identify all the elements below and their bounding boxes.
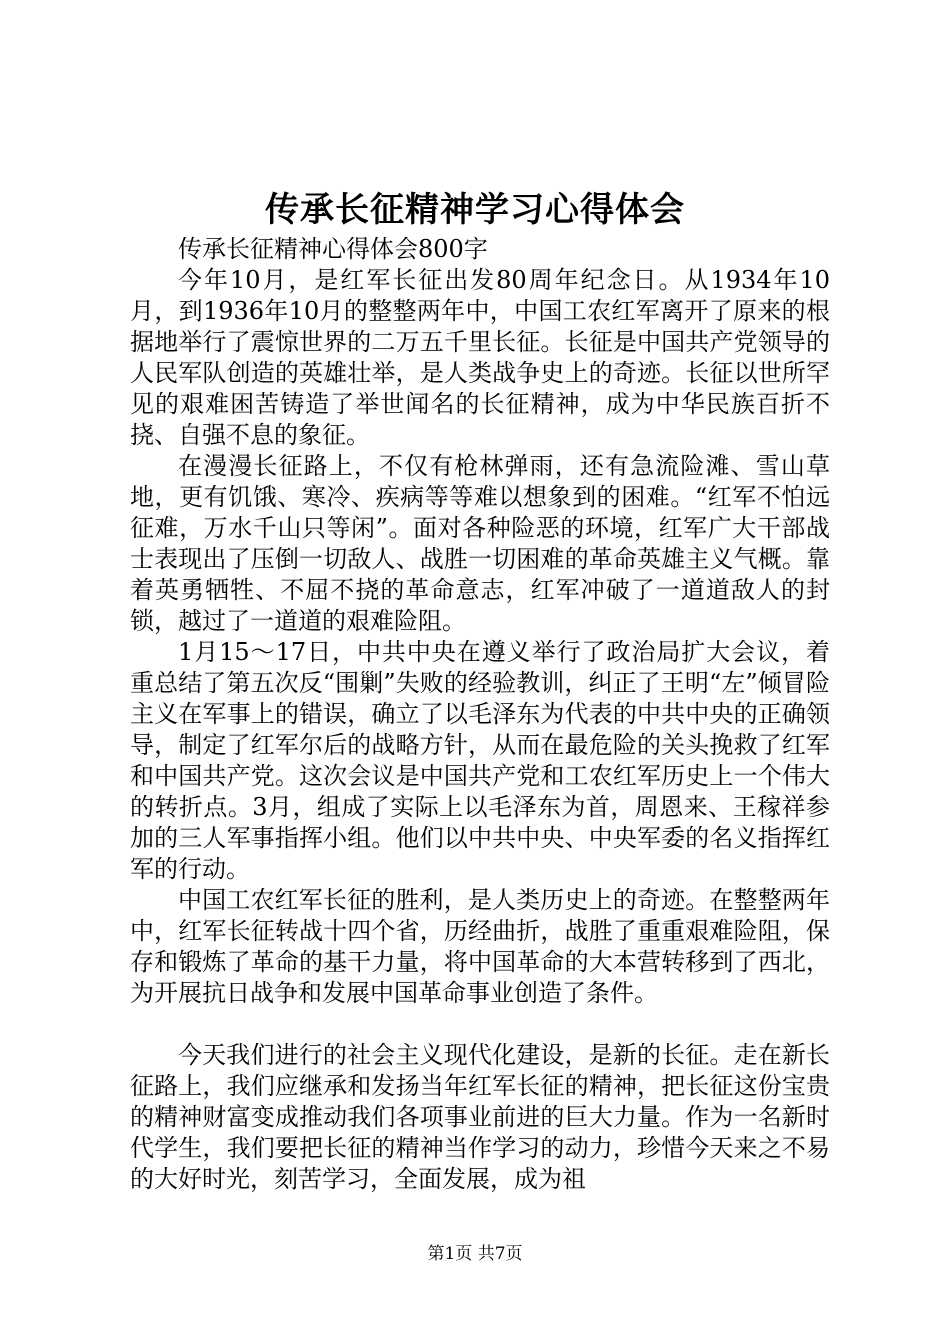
- document-body: [130, 234, 830, 1195]
- paragraph-subtitle: 传承长征精神心得体会800字: [178, 235, 488, 263]
- paragraph-5: 今天我们进行的社会主义现代化建设，是新的长征。走在新长征路上，我们应继承和发扬当年红军长征的精神，把长征这份宝贵的精神财富变成推动我们各项事业前进的巨大力量。作为一名新时代学生，我们要把长征的精神当作学习的动力，珍惜今天来之不易的大好时光，刻苦学习，全面发展，成为祖: [130, 1041, 830, 1193]
- paragraph-1: 今年10月，是红军长征出发80周年纪念日。从1934年10月，到1936年10月的整整两年中，中国工农红军离开了原来的根据地举行了震惊世界的二万五千里长征。长征是中国共产党领导的人民军队创造的英雄壮举，是人类战争史上的奇迹。长征以世所罕见的艰难困苦铸造了举世闻名的长征精神，成为中华民族百折不挠、自强不息的象征。: [130, 266, 830, 449]
- document-title: 传承长征精神学习心得体会: [265, 190, 685, 230]
- paragraph-3: 1月15～17日，中共中央在遵义举行了政治局扩大会议，着重总结了第五次反“围剿”失败的经验教训，纠正了王明“左”倾冒险主义在军事上的错误，确立了以毛泽东为代表的中共中央的正确领导，制定了红军尔后的战略方针，从而在最危险的关头挽救了红军和中国共产党。这次会议是中国共产党和工农红军历史上一个伟大的转折点。3月，组成了实际上以毛泽东为首，周恩来、王稼祥参加的三人军事指挥小组。他们以中共中央、中央军委的名义指挥红军的行动。: [130, 638, 830, 883]
- paragraph-4: 中国工农红军长征的胜利，是人类历史上的奇迹。在整整两年中，红军长征转战十四个省，历经曲折，战胜了重重艰难险阻，保存和锻炼了革命的基干力量，将中国革命的大本营转移到了西北，为开展抗日战争和发展中国革命事业创造了条件。: [130, 886, 830, 1007]
- paragraph-2: 在漫漫长征路上，不仅有枪林弹雨，还有急流险滩、雪山草地，更有饥饿、寒冷、疾病等等难以想象到的困难。“红军不怕远征难，万水千山只等闲”。面对各种险恶的环境，红军广大干部战士表现出了压倒一切敌人、战胜一切困难的革命英雄主义气概。靠着英勇牺牲、不屈不挠的革命意志，红军冲破了一道道敌人的封锁，越过了一道道的艰难险阻。: [130, 452, 830, 635]
- page-number-footer: 第1页 共7页: [427, 1244, 523, 1264]
